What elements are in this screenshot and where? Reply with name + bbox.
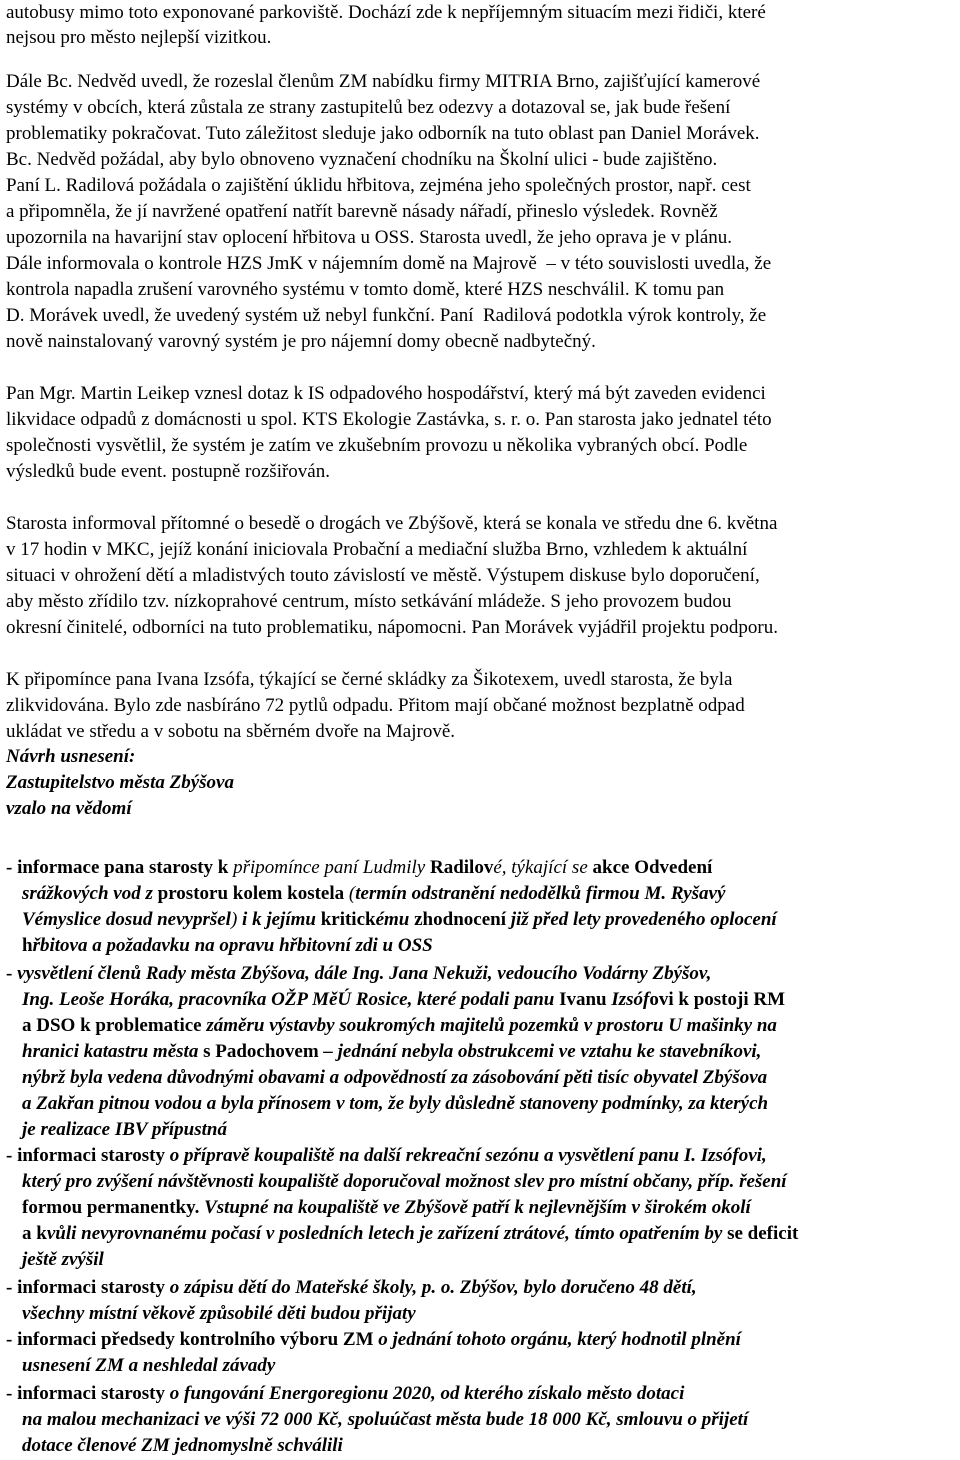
resolution-item3-line: [22, 1170, 787, 1194]
resolution-item1-line: [22, 882, 725, 906]
text-line: Starosta informoval přítomné o besedě o drogách ve Zbýšově, která se konala ve středu dne 6. května: [6, 513, 778, 534]
text-line: Dále informovala o kontrole HZS JmK v nájemním domě na Majrově – v této souvislosti uvedla, že: [6, 253, 772, 274]
text-run: kritick: [320, 909, 376, 930]
resolution-item3-line: [22, 1248, 104, 1272]
text-run: vůli nevyrovnanému počasí v posledních letech je zařízení ztrátové, tímto opatřením by: [46, 1223, 728, 1244]
text-line: Pan Mgr. Martin Leikep vznesl dotaz k IS odpadového hospodářství, který má být zaveden evidenci: [6, 383, 766, 404]
text-line: a připomněla, že jí navržené opatření natřít barevně násady nářadí, přineslo výsledek. Rovněž: [6, 201, 718, 222]
text-run: h: [22, 935, 33, 956]
resolution-item6-line: [22, 1408, 748, 1432]
text-run: (: [348, 883, 356, 904]
resolution-item2-line: [22, 1092, 768, 1116]
resolution-item1-line: [22, 934, 433, 958]
text-run: Vstupné na koupaliště ve Zbýšově patří k nejlevnějším v širokém okolí: [204, 1197, 751, 1218]
text-run: připomínce paní Ludmily: [233, 857, 430, 878]
text-line: v 17 hodin v MKC, jejíž konání iniciovala Probační a mediační služba Brno, vzhledem k aktuální: [6, 539, 748, 560]
text-line: situaci v ohrožení dětí a mladistvých touto závislostí ve městě. Výstupem diskuse bylo doporučení,: [6, 565, 760, 586]
text-line: výsledků bude event. postupně rozšiřován.: [6, 461, 330, 482]
text-run: - informaci předsedy kontrolního výboru ZM: [6, 1329, 379, 1350]
text-run: o přípravě koupaliště na další rekreační sezónu a vysvětlení panu I. Izsófovi,: [169, 1145, 767, 1166]
text-run: ): [230, 909, 243, 930]
text-line: Dále Bc. Nedvěd uvedl, že rozeslal členům ZM nabídku firmy MITRIA Brno, zajišťující kamerové: [6, 71, 761, 92]
text-line: systémy v obcích, která zůstala ze strany zastupitelů bez odezvy a dotazoval se, jak bude řešení: [6, 97, 731, 118]
resolution-item6-line: [22, 1434, 343, 1458]
text-line: kontrola napadla zrušení varovného systému v tomto domě, které HZS neschválil. K tomu pan: [6, 279, 725, 300]
text-run: o fungování Energoregionu 2020, od kterého získalo město dotaci: [169, 1383, 685, 1404]
text-line: D. Morávek uvedl, že uvedený systém už nebyl funkční. Paní Radilová podotkla výrok kontroly, že: [6, 305, 767, 326]
text-run: srážkových vod z: [22, 883, 158, 904]
text-run: všechny místní věkově způsobilé děti budou přijaty: [22, 1303, 416, 1324]
text-run: který pro zvýšení návštěvnosti koupaliště doporučoval možnost slev pro místní občany, příp. řešení: [22, 1171, 787, 1192]
text-line: společnosti vysvětlil, že systém je zatím ve zkušebním provozu u několika vybraných obcí. Podle: [6, 435, 748, 456]
text-line: K připomínce pana Ivana Izsófa, týkající se černé skládky za Šikotexem, uvedl starosta, že byla: [6, 669, 733, 690]
text-line: Paní L. Radilová požádala o zajištění úklidu hřbitova, zejména jeho společných prostor, např. cest: [6, 175, 751, 196]
text-run: a k: [22, 1223, 47, 1244]
text-line: okresní činitelé, odborníci na tuto problematiku, nápomocni. Pan Morávek vyjádřil projektu podporu.: [6, 617, 778, 638]
text-run: vysvětlení členů Rady města Zbýšova, dále Ing. Jana Nekuži, vedoucího Vodárny Zbýšov,: [17, 963, 712, 984]
text-run: ovi k postoji RM: [649, 989, 786, 1010]
resolution-item2-line: [22, 1014, 777, 1038]
resolution-item4-line: [6, 1276, 697, 1300]
resolution-item3-line: [22, 1196, 751, 1220]
text-run: a DSO k problematice: [22, 1015, 207, 1036]
text-run: Izsóf: [611, 989, 650, 1010]
text-line: nejsou pro město nejlepší vizitkou.: [6, 27, 272, 48]
text-run: akce Odvedení: [592, 857, 713, 878]
text-run: s Padochovem: [203, 1041, 324, 1062]
resolution-item3-line: [22, 1222, 798, 1246]
text-run: - informace pana starosty k: [6, 857, 234, 878]
text-run: i k jejímu: [242, 909, 321, 930]
text-run: a Zakřan pitnou vodou a byla přínosem v tom, že byly důsledně stanoveny podmínky, za kterých: [22, 1093, 769, 1114]
text-line: likvidace odpadů z domácnosti u spol. KTS Ekologie Zastávka, s. r. o. Pan starosta jako jednatel této: [6, 409, 772, 430]
text-run: hranici katastru města: [22, 1041, 204, 1062]
text-run: prostoru kolem kostela: [157, 883, 349, 904]
resolution-item1-line: [22, 908, 777, 932]
text-line: problematiky pokračovat. Tuto záležitost sleduje jako odborník na tuto oblast pan Daniel Morávek.: [6, 123, 760, 144]
text-run: Radilov: [429, 857, 494, 878]
text-run: ému: [375, 909, 415, 930]
text-run: řbitova a požadavku na opravu hřbitovní zdi u OSS: [32, 935, 433, 956]
text-run: é, týkající se: [493, 857, 593, 878]
text-run: o jednání tohoto orgánu, který hodnotil plnění: [378, 1329, 741, 1350]
resolution-item6-line: [6, 1382, 684, 1406]
text-line: upozornila na havarijní stav oplocení hřbitova u OSS. Starosta uvedl, že jeho oprava je v plánu.: [6, 227, 733, 248]
text-run: ještě zvýšil: [22, 1249, 104, 1270]
text-run: é: [676, 909, 686, 930]
text-run: Ing. Leoše Horáka, pracovníka OŽP MěÚ Rosice, které podali panu: [22, 989, 560, 1010]
text-line: nově nainstalovaný varovný systém je pro nájemní domy obecně nadbytečný.: [6, 331, 596, 352]
text-run: usnesení ZM a neshledal závady: [22, 1355, 276, 1376]
resolution-item5-line: [22, 1354, 275, 1378]
text-run: - informaci starosty: [6, 1145, 170, 1166]
text-run: o zápisu dětí do Mateřské školy, p. o. Zbýšov, bylo doručeno 48 dětí,: [169, 1277, 697, 1298]
text-line: autobusy mimo toto exponované parkoviště. Dochází zde k nepříjemným situacím mezi řidiči, které: [6, 2, 766, 23]
text-run: se deficit: [727, 1223, 799, 1244]
resolution-body: Zastupitelstvo města Zbýšova: [6, 772, 234, 793]
text-run: zhodnocení: [414, 909, 511, 930]
text-line: zlikvidována. Bylo zde nasbíráno 72 pytlů odpadu. Přitom mají občané možnost bezplatně odpad: [6, 695, 745, 716]
text-run: Vémyslice dosud nevypršel: [22, 909, 231, 930]
resolution-item2-line: [22, 1040, 761, 1064]
text-run: ho oplocení: [685, 909, 777, 930]
text-run: již před lety proveden: [510, 909, 677, 930]
resolution-item2-line: [22, 1118, 227, 1142]
text-run: formou permanentky.: [22, 1197, 205, 1218]
resolution-item5-line: [6, 1328, 741, 1352]
text-run: na malou mechanizaci ve výši 72 000 Kč, spoluúčast města bude 18 000 Kč, smlouvu o přijetí: [22, 1409, 749, 1430]
text-run: termín odstranění nedodělků firmou M. Ryšavý: [355, 883, 726, 904]
text-run: - informaci starosty: [6, 1383, 170, 1404]
text-line: Bc. Nedvěd požádal, aby bylo obnoveno vyznačení chodníku na Školní ulici - bude zajištěno.: [6, 149, 718, 170]
resolution-item2-line: [22, 1066, 767, 1090]
text-line: ukládat ve středu a v sobotu na sběrném dvoře na Majrově.: [6, 721, 456, 742]
resolution-heading: Návrh usnesení:: [6, 746, 136, 767]
text-line: aby město zřídilo tzv. nízkoprahové centrum, místo setkávání mládeže. S jeho provozem budou: [6, 591, 732, 612]
text-run: je realizace IBV přípustná: [22, 1119, 227, 1140]
text-run: záměru výstavby soukromých majitelů pozemků v prostoru U mašinky na: [206, 1015, 777, 1036]
text-run: -: [6, 963, 18, 984]
text-run: dotace členové ZM jednomyslně schválili: [22, 1435, 343, 1456]
text-run: Ivanu: [559, 989, 612, 1010]
text-run: - informaci starosty: [6, 1277, 170, 1298]
resolution-item2-line: [22, 988, 785, 1012]
resolution-item1-line: [6, 856, 712, 880]
text-run: – jednání nebyla obstrukcemi ve vztahu ke stavebníkovi,: [323, 1041, 762, 1062]
text-run: nýbrž byla vedena důvodnými obavami a odpovědností za zásobování pěti tisíc obyvatel Zbýšova: [22, 1067, 768, 1088]
resolution-item2-line: [6, 962, 711, 986]
resolution-item4-line: [22, 1302, 416, 1326]
resolution-item3-line: [6, 1144, 767, 1168]
resolution-verb: vzalo na vědomí: [6, 798, 132, 819]
